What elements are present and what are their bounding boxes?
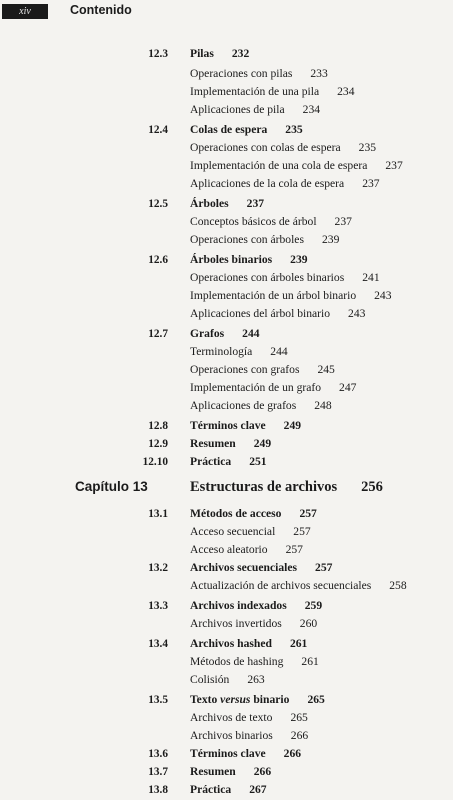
entry-page-number: 259 bbox=[304, 599, 323, 612]
entry-text bbox=[190, 560, 332, 576]
chapter-label: Capítulo 13 bbox=[75, 479, 148, 494]
entry-title: Árboles bbox=[190, 197, 229, 210]
entry-page-number: 265 bbox=[307, 693, 325, 706]
entry-text bbox=[190, 252, 308, 268]
entry-text bbox=[190, 326, 260, 342]
entry-title: Práctica bbox=[190, 783, 232, 796]
entry-title: Implementación de una pila bbox=[190, 85, 320, 98]
entry-page-number: 235 bbox=[285, 123, 303, 136]
entry-text bbox=[190, 710, 308, 726]
entry-title: Términos clave bbox=[190, 747, 266, 760]
entry-page-number: 237 bbox=[362, 177, 380, 190]
entry-text bbox=[190, 398, 332, 414]
entry-text bbox=[190, 344, 288, 360]
entry-title: Pilas bbox=[190, 47, 214, 60]
entry-page-number: 232 bbox=[231, 47, 250, 60]
entry-text bbox=[190, 542, 303, 558]
entry-text bbox=[190, 654, 319, 670]
entry-text bbox=[190, 764, 271, 780]
section-number: 13.4 bbox=[148, 638, 168, 650]
entry-text bbox=[190, 66, 328, 82]
entry-page-number: 243 bbox=[348, 307, 366, 320]
entry-title: Archivos invertidos bbox=[190, 617, 282, 630]
entry-page-number: 261 bbox=[289, 637, 308, 650]
entry-page-number: 266 bbox=[253, 765, 272, 778]
entry-title: Métodos de acceso bbox=[190, 507, 282, 520]
entry-text bbox=[190, 636, 307, 652]
entry-title: Árboles binarios bbox=[190, 253, 273, 266]
page-header bbox=[0, 0, 453, 24]
entry-page-number: 265 bbox=[290, 711, 308, 724]
entry-title: Implementación de una cola de espera bbox=[190, 159, 368, 172]
entry-page-number: 233 bbox=[310, 67, 328, 80]
entry-title: Métodos de hashing bbox=[190, 655, 284, 668]
entry-title: Colas de espera bbox=[190, 123, 268, 136]
entry-title: Colisión bbox=[190, 673, 230, 686]
entry-text bbox=[190, 524, 311, 540]
entry-page-number: 248 bbox=[314, 399, 332, 412]
entry-page-number: 251 bbox=[249, 455, 267, 468]
entry-text bbox=[190, 616, 317, 632]
entry-title: Archivos hashed bbox=[190, 637, 272, 650]
entry-page-number: 257 bbox=[299, 507, 317, 520]
entry-title: Grafos bbox=[190, 327, 225, 340]
entry-title: Archivos binarios bbox=[190, 729, 273, 742]
entry-page-number: 237 bbox=[385, 159, 403, 172]
entry-page-number: 237 bbox=[246, 197, 265, 210]
section-number: 13.2 bbox=[148, 562, 168, 574]
entry-text bbox=[190, 306, 365, 322]
entry-title: Conceptos básicos de árbol bbox=[190, 215, 317, 228]
page-number-badge: xiv bbox=[2, 4, 48, 19]
chapter-title-text: Estructuras de archivos bbox=[190, 479, 338, 495]
entry-page-number: 263 bbox=[247, 673, 265, 686]
entry-title: Resumen bbox=[190, 765, 236, 778]
entry-text bbox=[190, 728, 308, 744]
entry-text bbox=[190, 84, 354, 100]
entry-title: Operaciones con colas de espera bbox=[190, 141, 341, 154]
entry-text bbox=[190, 380, 356, 396]
entry-title: Operaciones con pilas bbox=[190, 67, 293, 80]
section-number: 13.8 bbox=[148, 784, 168, 796]
entry-text bbox=[190, 270, 380, 286]
entry-title: Aplicaciones de pila bbox=[190, 103, 285, 116]
entry-page-number: 237 bbox=[334, 215, 352, 228]
section-number: 12.4 bbox=[148, 124, 168, 136]
entry-page-number: 249 bbox=[253, 437, 272, 450]
entry-page-number: 241 bbox=[362, 271, 380, 284]
entry-title: Archivos secuenciales bbox=[190, 561, 298, 574]
section-number: 13.6 bbox=[148, 748, 168, 760]
entry-title: Terminología bbox=[190, 345, 253, 358]
section-number: 12.10 bbox=[142, 456, 168, 468]
entry-text bbox=[190, 672, 265, 688]
entry-page-number: 267 bbox=[249, 783, 267, 796]
entry-page-number: 247 bbox=[339, 381, 357, 394]
section-number: 13.1 bbox=[148, 508, 168, 520]
chapter-page-number: 256 bbox=[361, 479, 383, 495]
entry-title: Acceso aleatorio bbox=[190, 543, 268, 556]
entry-text bbox=[190, 506, 317, 522]
entry-title: Resumen bbox=[190, 437, 236, 450]
entry-title: Operaciones con árboles binarios bbox=[190, 271, 345, 284]
entry-title: Acceso secuencial bbox=[190, 525, 276, 538]
entry-text bbox=[190, 746, 301, 762]
entry-page-number: 239 bbox=[290, 253, 308, 266]
section-number: 12.7 bbox=[148, 328, 168, 340]
section-number: 12.8 bbox=[148, 420, 168, 432]
entry-text bbox=[190, 782, 267, 798]
entry-page-number: 234 bbox=[302, 103, 321, 116]
entry-text bbox=[190, 598, 322, 614]
entry-title: Archivos indexados bbox=[190, 599, 287, 612]
entry-page-number: 261 bbox=[301, 655, 319, 668]
entry-title: Texto versus binario bbox=[190, 693, 290, 706]
entry-text bbox=[190, 232, 339, 248]
entry-page-number: 257 bbox=[285, 543, 303, 556]
entry-title: Términos clave bbox=[190, 419, 266, 432]
entry-text bbox=[190, 692, 325, 708]
entry-page-number: 244 bbox=[242, 327, 260, 340]
entry-title: Implementación de un grafo bbox=[190, 381, 322, 394]
entry-title: Operaciones con grafos bbox=[190, 363, 300, 376]
entry-text bbox=[190, 158, 403, 174]
entry-title: Aplicaciones del árbol binario bbox=[190, 307, 331, 320]
entry-page-number: 266 bbox=[283, 747, 302, 760]
section-number: 12.3 bbox=[148, 48, 168, 60]
section-number: 13.5 bbox=[148, 694, 168, 706]
entry-text bbox=[190, 46, 249, 62]
chapter-title bbox=[190, 477, 383, 497]
entry-page-number: 258 bbox=[389, 579, 407, 592]
section-number: 12.9 bbox=[148, 438, 168, 450]
entry-text bbox=[190, 436, 271, 452]
entry-title: Archivos de texto bbox=[190, 711, 273, 724]
entry-page-number: 249 bbox=[283, 419, 302, 432]
section-number: 12.6 bbox=[148, 254, 168, 266]
entry-page-number: 257 bbox=[315, 561, 333, 574]
entry-text bbox=[190, 140, 376, 156]
entry-title: Aplicaciones de grafos bbox=[190, 399, 297, 412]
entry-title: Implementación de un árbol binario bbox=[190, 289, 357, 302]
entry-title: Actualización de archivos secuenciales bbox=[190, 579, 372, 592]
entry-text bbox=[190, 214, 352, 230]
entry-page-number: 244 bbox=[270, 345, 288, 358]
entry-text bbox=[190, 288, 392, 304]
entry-text bbox=[190, 362, 335, 378]
entry-page-number: 239 bbox=[321, 233, 340, 246]
entry-text bbox=[190, 578, 407, 594]
running-header-title: Contenido bbox=[70, 3, 132, 17]
entry-page-number: 234 bbox=[337, 85, 355, 98]
entry-page-number: 257 bbox=[293, 525, 311, 538]
entry-page-number: 266 bbox=[290, 729, 309, 742]
entry-title: Aplicaciones de la cola de espera bbox=[190, 177, 345, 190]
entry-text bbox=[190, 102, 320, 118]
entry-text bbox=[190, 454, 267, 470]
entry-title: Práctica bbox=[190, 455, 232, 468]
section-number: 13.7 bbox=[148, 766, 168, 778]
entry-page-number: 245 bbox=[317, 363, 335, 376]
entry-title: Operaciones con árboles bbox=[190, 233, 304, 246]
entry-text bbox=[190, 176, 380, 192]
section-number: 13.3 bbox=[148, 600, 168, 612]
entry-text bbox=[190, 418, 301, 434]
section-number: 12.5 bbox=[148, 198, 168, 210]
entry-text bbox=[190, 196, 264, 212]
entry-text bbox=[190, 122, 303, 138]
entry-page-number: 235 bbox=[358, 141, 377, 154]
entry-page-number: 260 bbox=[299, 617, 318, 630]
entry-page-number: 243 bbox=[374, 289, 392, 302]
